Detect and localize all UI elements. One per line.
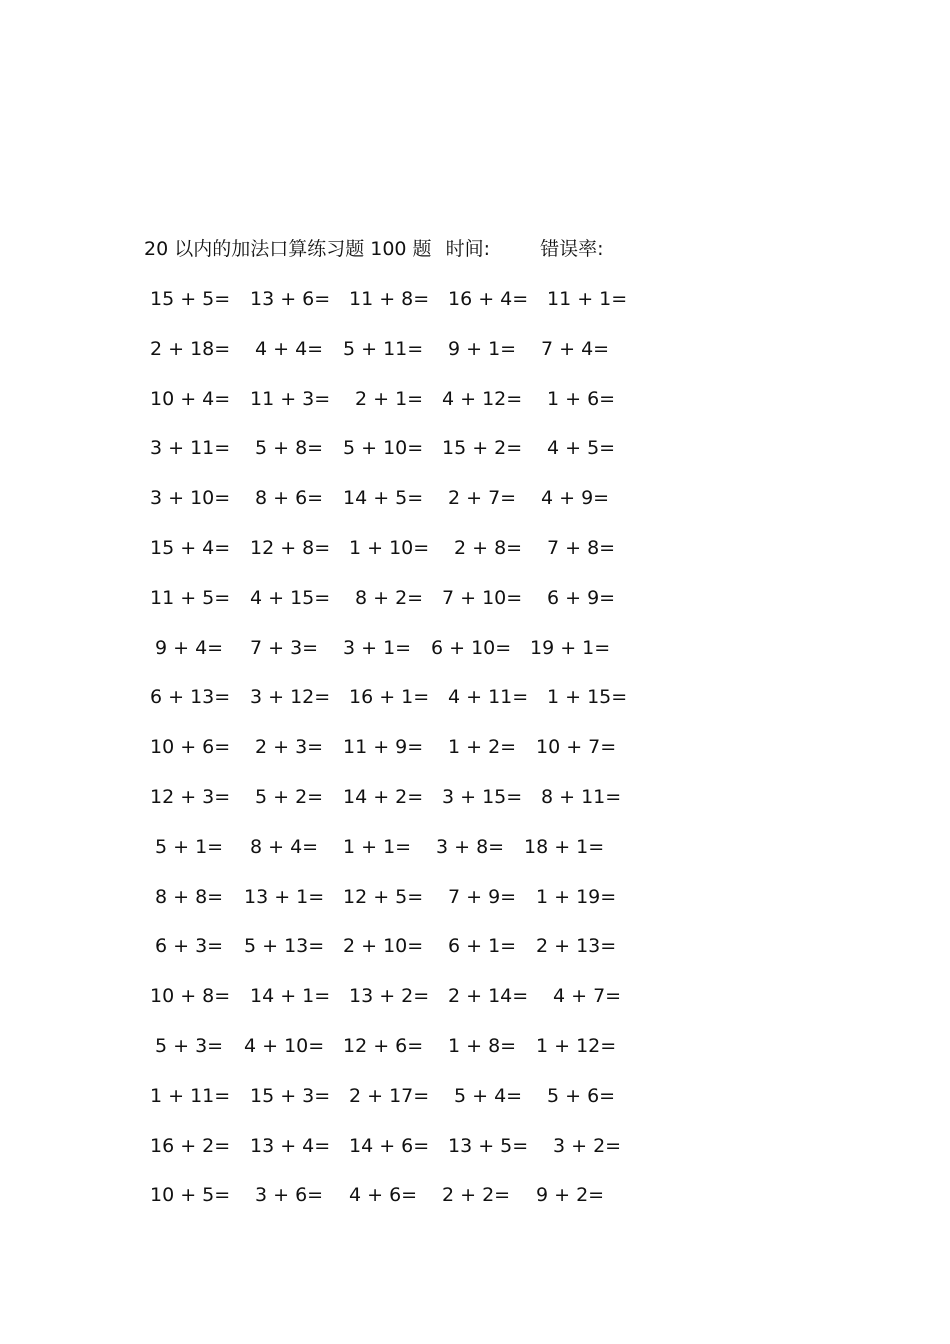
problem-6-3: 1 + 10= [349, 537, 430, 559]
problem-11-1: 12 + 3= [150, 786, 231, 808]
problem-19-1: 10 + 5= [150, 1184, 231, 1206]
problem-14-1: 6 + 3= [155, 935, 224, 957]
problem-13-2: 13 + 1= [244, 886, 325, 908]
problem-15-1: 10 + 8= [150, 985, 231, 1007]
problem-8-4: 6 + 10= [431, 637, 512, 659]
problem-19-5: 9 + 2= [536, 1184, 605, 1206]
problem-5-3: 14 + 5= [343, 487, 424, 509]
problem-3-2: 11 + 3= [250, 388, 331, 410]
problem-15-3: 13 + 2= [349, 985, 430, 1007]
problem-9-4: 4 + 11= [448, 686, 529, 708]
problem-9-3: 16 + 1= [349, 686, 430, 708]
problem-9-1: 6 + 13= [150, 686, 231, 708]
problem-17-4: 5 + 4= [454, 1085, 523, 1107]
problem-6-2: 12 + 8= [250, 537, 331, 559]
problem-15-2: 14 + 1= [250, 985, 331, 1007]
problem-12-5: 18 + 1= [524, 836, 605, 858]
problem-7-2: 4 + 15= [250, 587, 331, 609]
problem-8-5: 19 + 1= [530, 637, 611, 659]
problem-4-5: 4 + 5= [547, 437, 616, 459]
problem-14-5: 2 + 13= [536, 935, 617, 957]
problem-12-2: 8 + 4= [250, 836, 319, 858]
problem-4-1: 3 + 11= [150, 437, 231, 459]
problem-10-4: 1 + 2= [448, 736, 517, 758]
problem-18-4: 13 + 5= [448, 1135, 529, 1157]
problem-11-4: 3 + 15= [442, 786, 523, 808]
problem-1-1: 15 + 5= [150, 288, 231, 310]
problem-12-4: 3 + 8= [436, 836, 505, 858]
problem-11-3: 14 + 2= [343, 786, 424, 808]
problem-19-4: 2 + 2= [442, 1184, 511, 1206]
problem-16-4: 1 + 8= [448, 1035, 517, 1057]
problem-15-5: 4 + 7= [553, 985, 622, 1007]
problem-7-5: 6 + 9= [547, 587, 616, 609]
problem-10-3: 11 + 9= [343, 736, 424, 758]
problem-5-2: 8 + 6= [255, 487, 324, 509]
problem-1-4: 16 + 4= [448, 288, 529, 310]
problem-2-3: 5 + 11= [343, 338, 424, 360]
problem-14-3: 2 + 10= [343, 935, 424, 957]
problem-16-1: 5 + 3= [155, 1035, 224, 1057]
problem-8-1: 9 + 4= [155, 637, 224, 659]
problem-18-3: 14 + 6= [349, 1135, 430, 1157]
problem-7-3: 8 + 2= [355, 587, 424, 609]
problem-14-4: 6 + 1= [448, 935, 517, 957]
problem-5-1: 3 + 10= [150, 487, 231, 509]
problem-9-5: 1 + 15= [547, 686, 628, 708]
problem-1-2: 13 + 6= [250, 288, 331, 310]
problem-13-3: 12 + 5= [343, 886, 424, 908]
problem-2-1: 2 + 18= [150, 338, 231, 360]
problem-1-5: 11 + 1= [547, 288, 628, 310]
problem-16-5: 1 + 12= [536, 1035, 617, 1057]
problem-7-1: 11 + 5= [150, 587, 231, 609]
problem-19-2: 3 + 6= [255, 1184, 324, 1206]
problem-10-2: 2 + 3= [255, 736, 324, 758]
problem-8-3: 3 + 1= [343, 637, 412, 659]
problem-11-2: 5 + 2= [255, 786, 324, 808]
problem-6-5: 7 + 8= [547, 537, 616, 559]
problem-18-5: 3 + 2= [553, 1135, 622, 1157]
problem-10-1: 10 + 6= [150, 736, 231, 758]
problem-15-4: 2 + 14= [448, 985, 529, 1007]
problem-17-5: 5 + 6= [547, 1085, 616, 1107]
problem-4-3: 5 + 10= [343, 437, 424, 459]
problem-5-5: 4 + 9= [541, 487, 610, 509]
problem-5-4: 2 + 7= [448, 487, 517, 509]
problem-4-2: 5 + 8= [255, 437, 324, 459]
problem-3-3: 2 + 1= [355, 388, 424, 410]
problem-3-1: 10 + 4= [150, 388, 231, 410]
problem-11-5: 8 + 11= [541, 786, 622, 808]
problem-12-3: 1 + 1= [343, 836, 412, 858]
error-rate-label: 错误率: [540, 238, 604, 260]
problem-13-5: 1 + 19= [536, 886, 617, 908]
problem-3-5: 1 + 6= [547, 388, 616, 410]
problem-2-5: 7 + 4= [541, 338, 610, 360]
problem-3-4: 4 + 12= [442, 388, 523, 410]
worksheet-header [144, 236, 603, 262]
problem-18-1: 16 + 2= [150, 1135, 231, 1157]
problem-16-2: 4 + 10= [244, 1035, 325, 1057]
time-label: 时间: [445, 238, 491, 260]
problem-9-2: 3 + 12= [250, 686, 331, 708]
problem-12-1: 5 + 1= [155, 836, 224, 858]
problem-10-5: 10 + 7= [536, 736, 617, 758]
problem-13-1: 8 + 8= [155, 886, 224, 908]
problem-1-3: 11 + 8= [349, 288, 430, 310]
problem-2-2: 4 + 4= [255, 338, 324, 360]
worksheet-title: 20 以内的加法口算练习题 100 题 [144, 238, 432, 260]
problem-13-4: 7 + 9= [448, 886, 517, 908]
problem-17-1: 1 + 11= [150, 1085, 231, 1107]
problem-18-2: 13 + 4= [250, 1135, 331, 1157]
problem-2-4: 9 + 1= [448, 338, 517, 360]
problem-16-3: 12 + 6= [343, 1035, 424, 1057]
problem-7-4: 7 + 10= [442, 587, 523, 609]
problem-6-1: 15 + 4= [150, 537, 231, 559]
problem-6-4: 2 + 8= [454, 537, 523, 559]
problem-17-2: 15 + 3= [250, 1085, 331, 1107]
problem-8-2: 7 + 3= [250, 637, 319, 659]
problem-14-2: 5 + 13= [244, 935, 325, 957]
problem-19-3: 4 + 6= [349, 1184, 418, 1206]
problem-4-4: 15 + 2= [442, 437, 523, 459]
problem-17-3: 2 + 17= [349, 1085, 430, 1107]
